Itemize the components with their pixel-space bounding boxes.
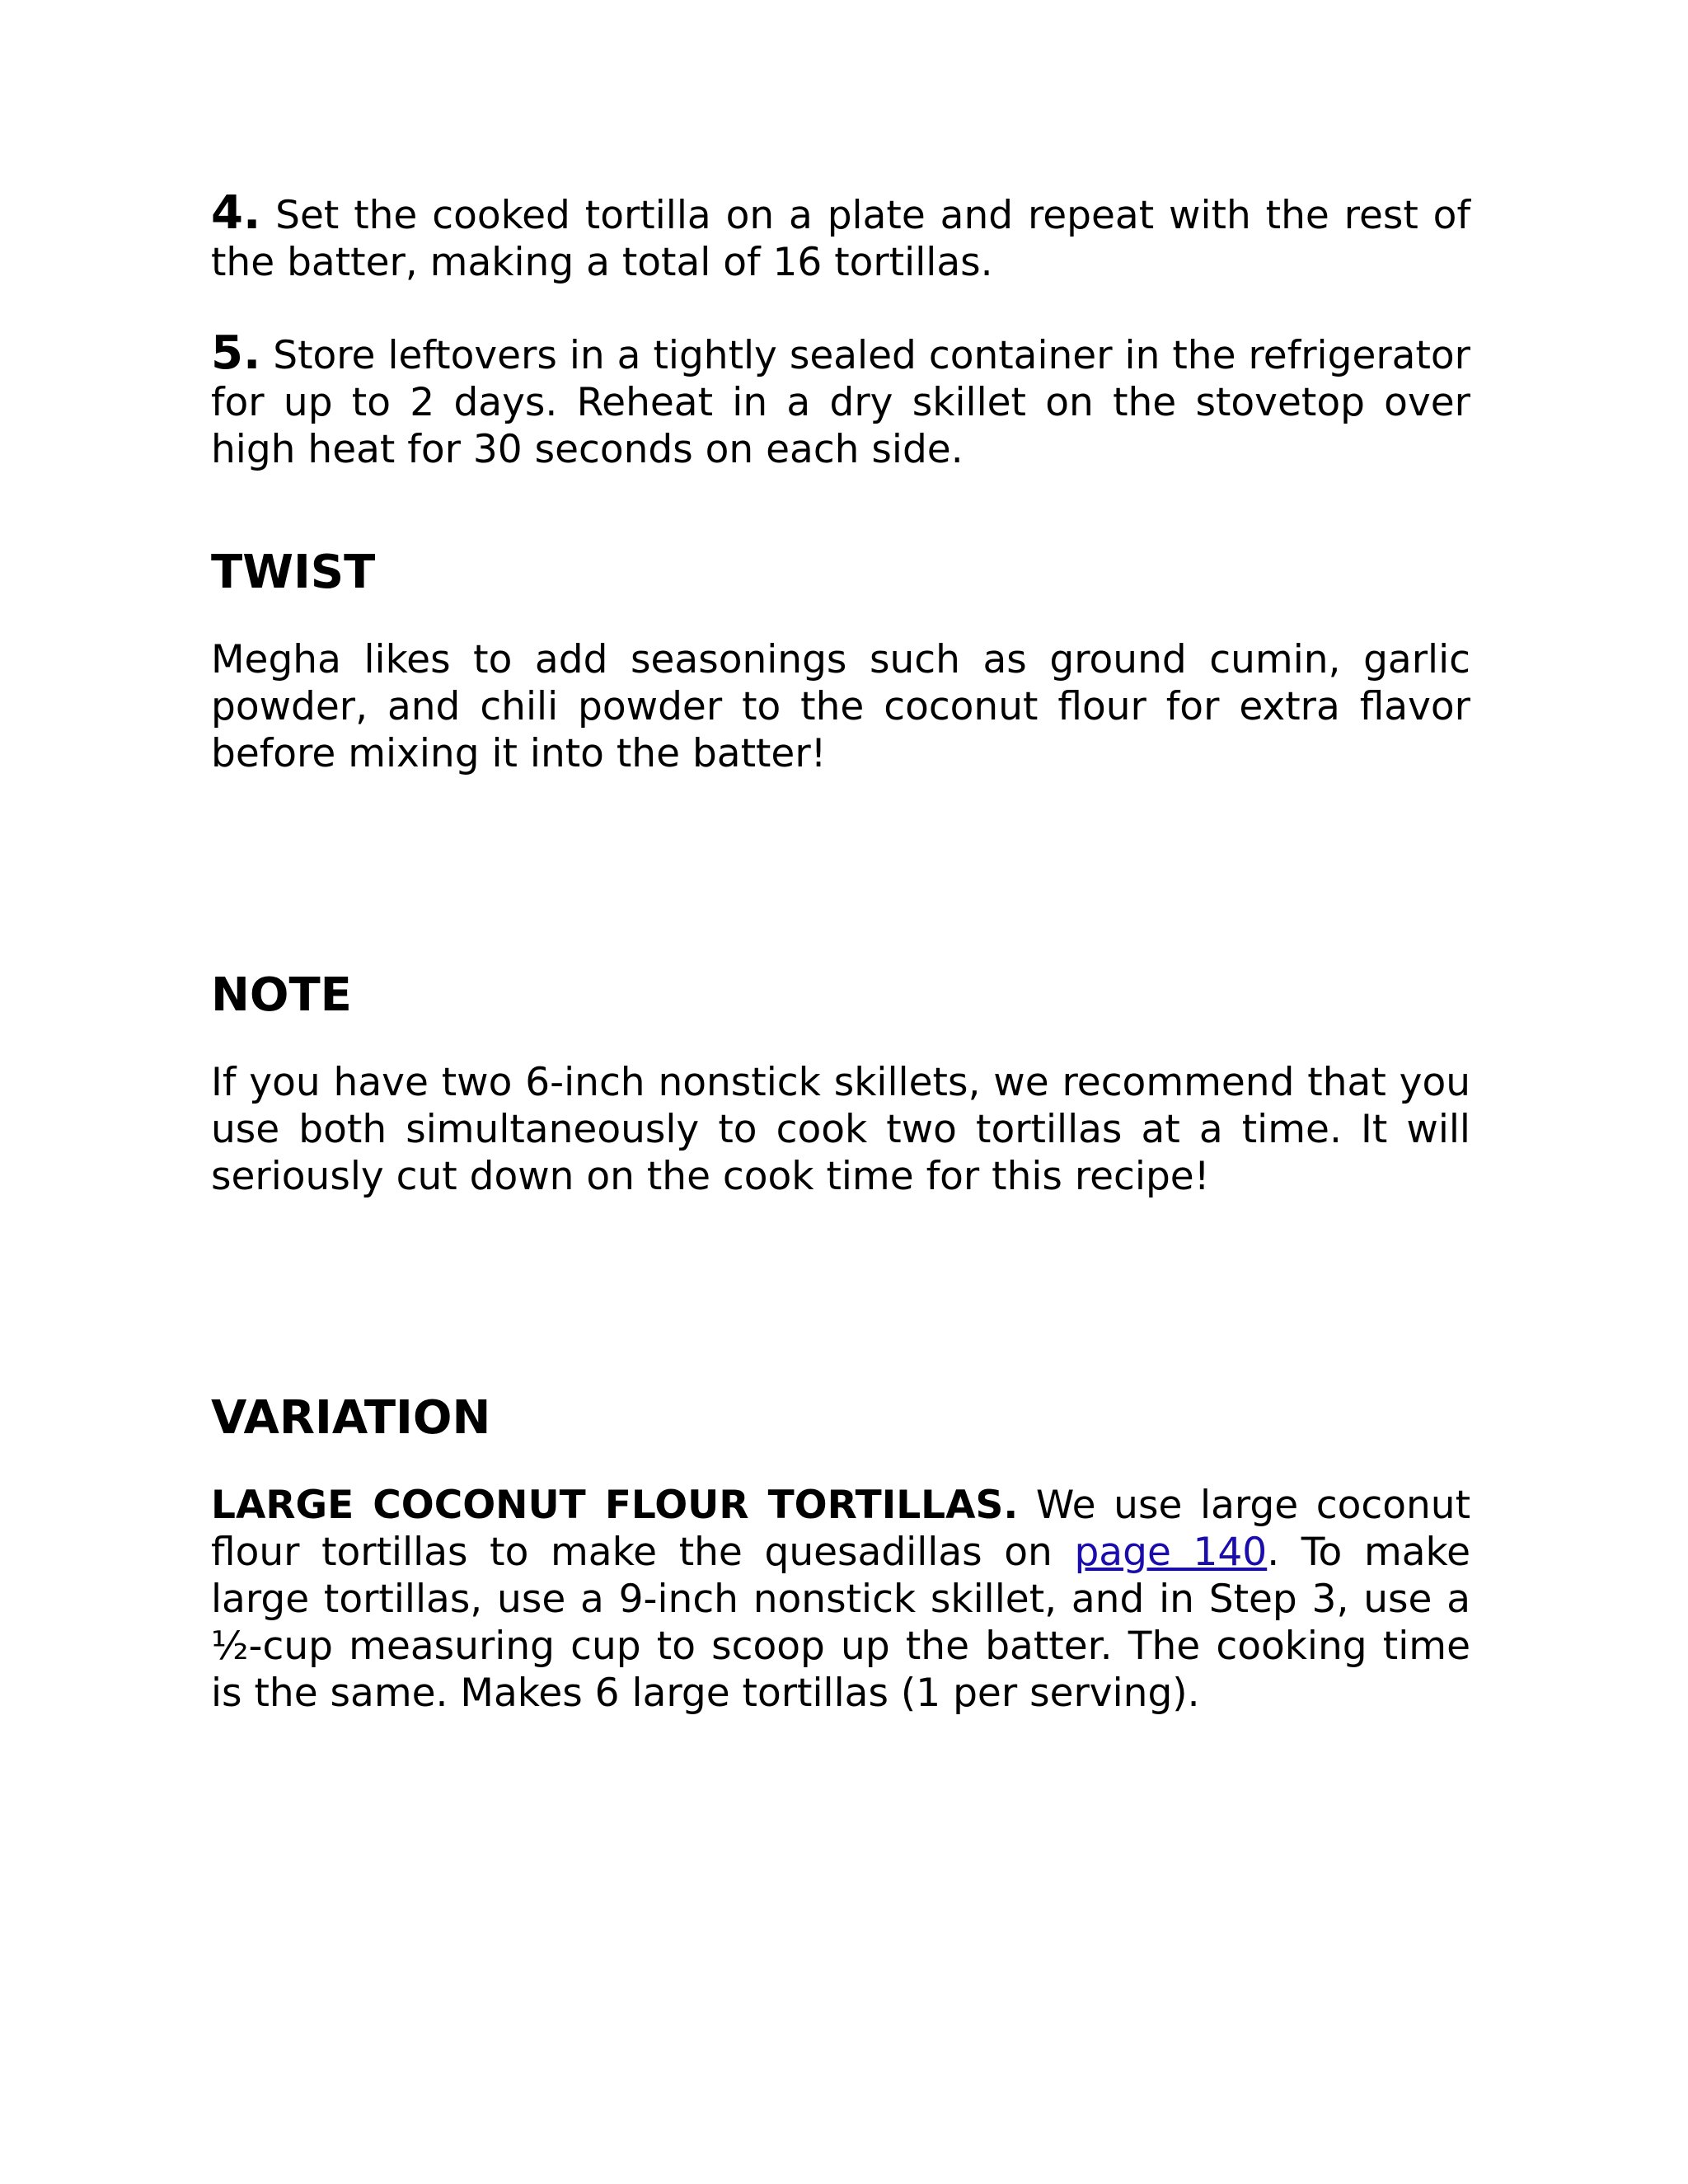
variation-text-before-link: We use large coconut flour tortillas to make the quesadillas on: [211, 1483, 1470, 1575]
step-5-text: Store leftovers in a tightly sealed container in the refrigerator for up to 2 days. Reheat in a dry skillet on the stovetop over high heat for 30 seconds on each side.: [211, 333, 1470, 472]
variation-body: [211, 1482, 1470, 1717]
variation-heading: VARIATION: [211, 1391, 491, 1445]
variation-text-after-link: . To make large tortillas, use a 9-inch nonstick skillet, and in Step 3, use a ½-cup measuring cup to scoop up the batter. The cooking time is the same. Makes 6 large tortillas (1 per serving).: [211, 1530, 1470, 1716]
step-5: [211, 326, 1470, 473]
step-4-text: Set the cooked tortilla on a plate and repeat with the rest of the batter, making a total of 16 tortillas.: [211, 193, 1470, 285]
step-4-number: 4.: [211, 186, 261, 240]
note-body: If you have two 6-inch nonstick skillets, we recommend that you use both simultaneously to cook two tortillas at a time. It will seriously cut down on the cook time for this recipe!: [211, 1060, 1470, 1199]
recipe-page-content: [211, 186, 1470, 1717]
twist-body: Megha likes to add seasonings such as ground cumin, garlic powder, and chili powder to the coconut flour for extra flavor before mixing it into the batter!: [211, 637, 1470, 776]
variation-lead: LARGE COCONUT FLOUR TORTILLAS.: [211, 1483, 1019, 1528]
step-4: [211, 186, 1470, 286]
step-5-number: 5.: [211, 326, 261, 380]
twist-heading: TWIST: [211, 546, 376, 599]
note-heading: NOTE: [211, 968, 352, 1022]
page-140-link[interactable]: page 140: [1074, 1530, 1268, 1575]
